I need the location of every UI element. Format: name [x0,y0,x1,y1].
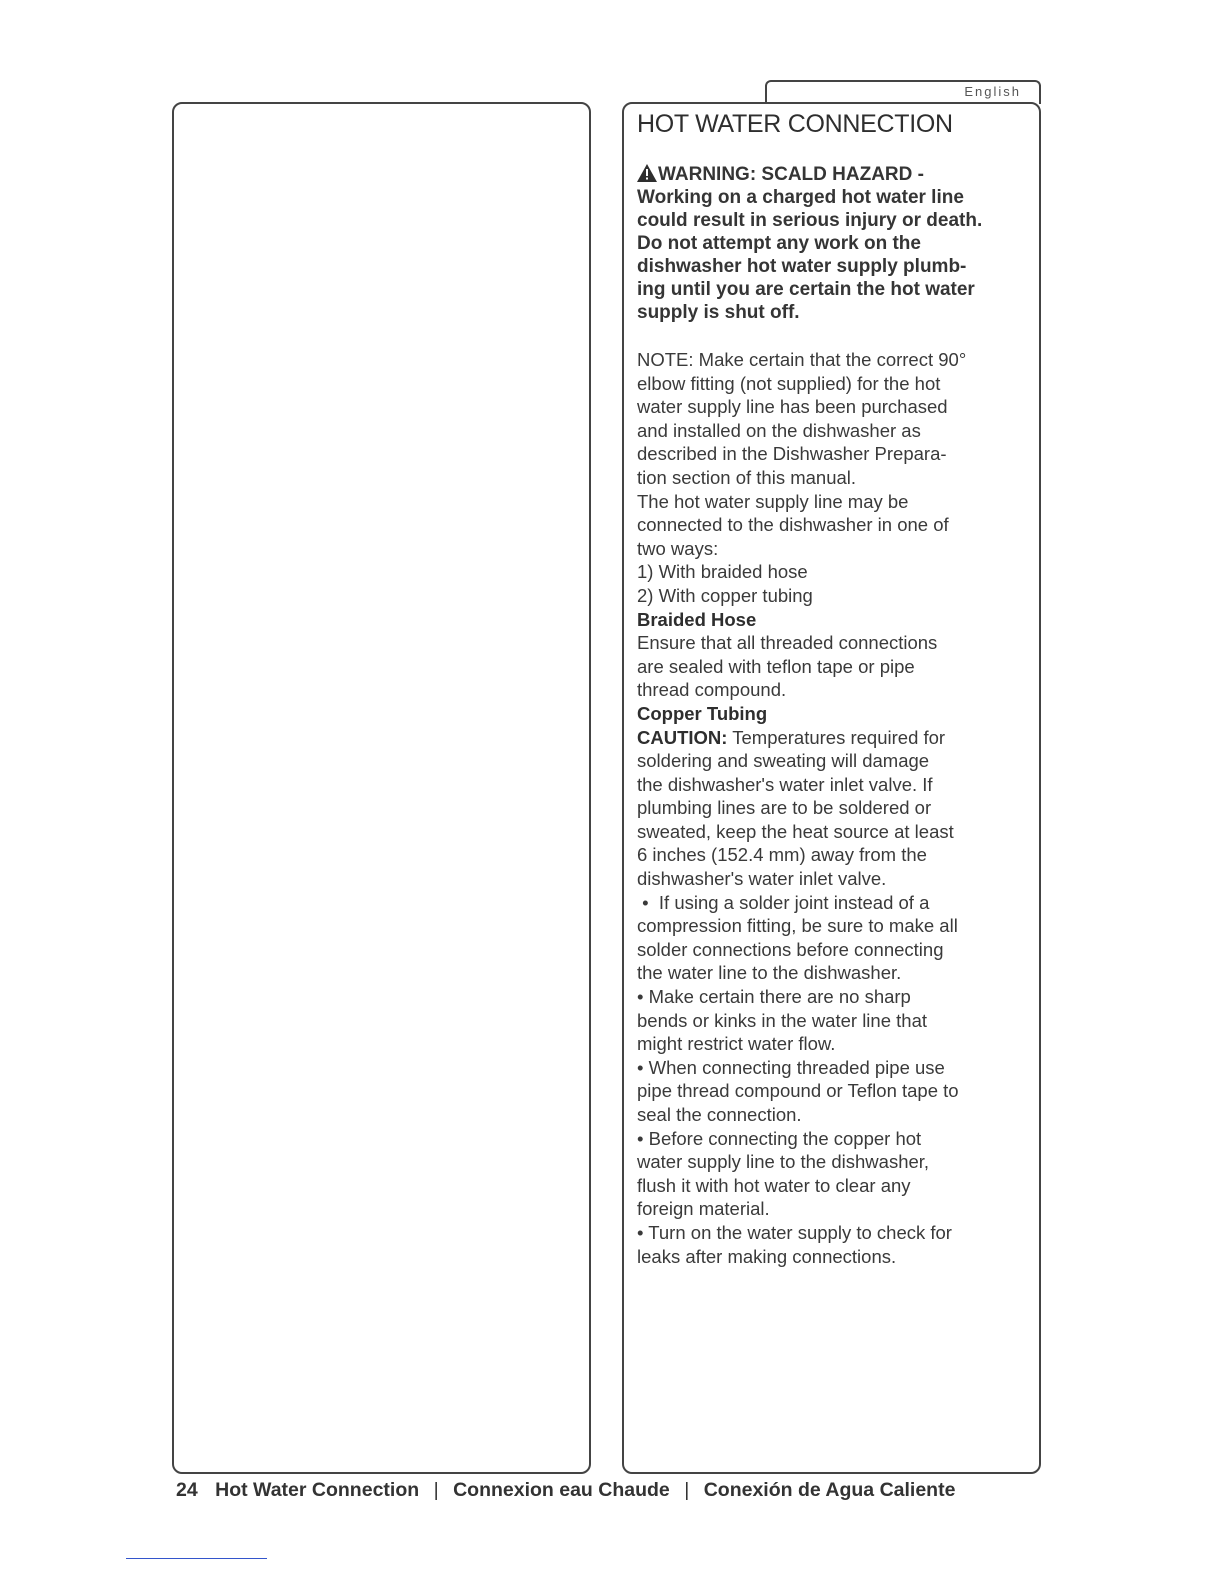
copper-tubing-heading: Copper Tubing [637,702,768,724]
footer-title-spanish: Conexión de Agua Caliente [703,1479,956,1501]
warning-line: could result in serious injury or death. [637,210,983,231]
caution-line [637,726,1032,750]
warning-line: dishwasher hot water supply plumb- [637,256,967,277]
footer-title-french: Connexion eau Chaude [453,1479,670,1501]
language-tab [765,80,1041,104]
warning-line: ing until you are certain the hot water [637,279,975,300]
copper-tubing-line: 6 inches (152.4 mm) away from the [637,844,927,866]
warning-heading: WARNING: SCALD HAZARD - [658,164,924,185]
copper-tubing-line: sweated, keep the heat source at least [637,820,954,842]
left-content-panel [172,102,591,1474]
copper-tubing-line: water supply line to the dishwasher, [637,1151,930,1173]
note-line: and installed on the dishwasher as [637,419,921,441]
note-line: water supply line has been purchased [637,396,948,418]
note-line: The hot water supply line may be [637,490,909,512]
warning-line: Do not attempt any work on the [637,233,921,254]
warning-triangle-icon [637,164,657,182]
braided-hose-line: thread compound. [637,679,787,701]
note-line: connected to the dishwasher in one of [637,514,949,536]
warning-line: supply is shut off. [637,302,800,323]
caution-text: Temperatures required for [727,726,946,748]
copper-tubing-line: seal the connection. [637,1104,802,1125]
copper-tubing-line: the dishwasher's water inlet valve. If [637,773,933,795]
bottom-rule-divider [126,1558,267,1559]
note-line: two ways: [637,537,719,559]
copper-tubing-line: plumbing lines are to be soldered or [637,797,932,819]
warning-heading-line [637,163,1032,186]
language-tab-label: English [964,84,1021,99]
note-line: elbow fitting (not supplied) for the hot [637,372,941,394]
page-title: HOT WATER CONNECTION [637,110,953,138]
copper-tubing-line: bends or kinks in the water line that [637,1009,927,1031]
footer-title-english: Hot Water Connection [215,1479,420,1501]
copper-tubing-line: compression fitting, be sure to make all [637,915,958,937]
braided-hose-line: Ensure that all threaded connections [637,632,938,654]
copper-tubing-line: pipe thread compound or Teflon tape to [637,1080,959,1102]
copper-tubing-line: • Turn on the water supply to check for [637,1221,952,1243]
note-line: described in the Dishwasher Prepara- [637,443,947,465]
braided-hose-line: are sealed with teflon tape or pipe [637,655,915,677]
copper-tubing-line: might restrict water flow. [637,1033,836,1055]
page-number: 24 [176,1479,198,1501]
footer-separator: | [684,1479,690,1501]
copper-tubing-line: • Make certain there are no sharp [637,986,911,1008]
copper-tubing-line: flush it with hot water to clear any [637,1174,911,1196]
braided-hose-heading: Braided Hose [637,608,757,630]
copper-tubing-line: • Before connecting the copper hot [637,1127,922,1149]
instructions-body [637,348,1032,1268]
note-line: NOTE: Make certain that the correct 90° [637,349,967,370]
copper-tubing-line: soldering and sweating will damage [637,750,930,772]
copper-tubing-line: foreign material. [637,1198,770,1220]
copper-tubing-line: leaks after making connections. [637,1245,897,1267]
copper-tubing-line: the water line to the dishwasher. [637,962,902,984]
copper-tubing-line: dishwasher's water inlet valve. [637,868,887,890]
caution-label: CAUTION: [637,726,728,748]
copper-tubing-line: • If using a solder joint instead of a [637,891,930,913]
note-line: 1) With braided hose [637,561,808,583]
note-line: 2) With copper tubing [637,584,813,606]
footer-separator: | [433,1479,439,1501]
warning-line: Working on a charged hot water line [637,187,964,208]
copper-tubing-line: solder connections before connecting [637,938,944,960]
page-footer [176,1479,955,1502]
warning-block [637,163,1032,324]
copper-tubing-line: • When connecting threaded pipe use [637,1056,945,1078]
note-line: tion section of this manual. [637,466,857,488]
